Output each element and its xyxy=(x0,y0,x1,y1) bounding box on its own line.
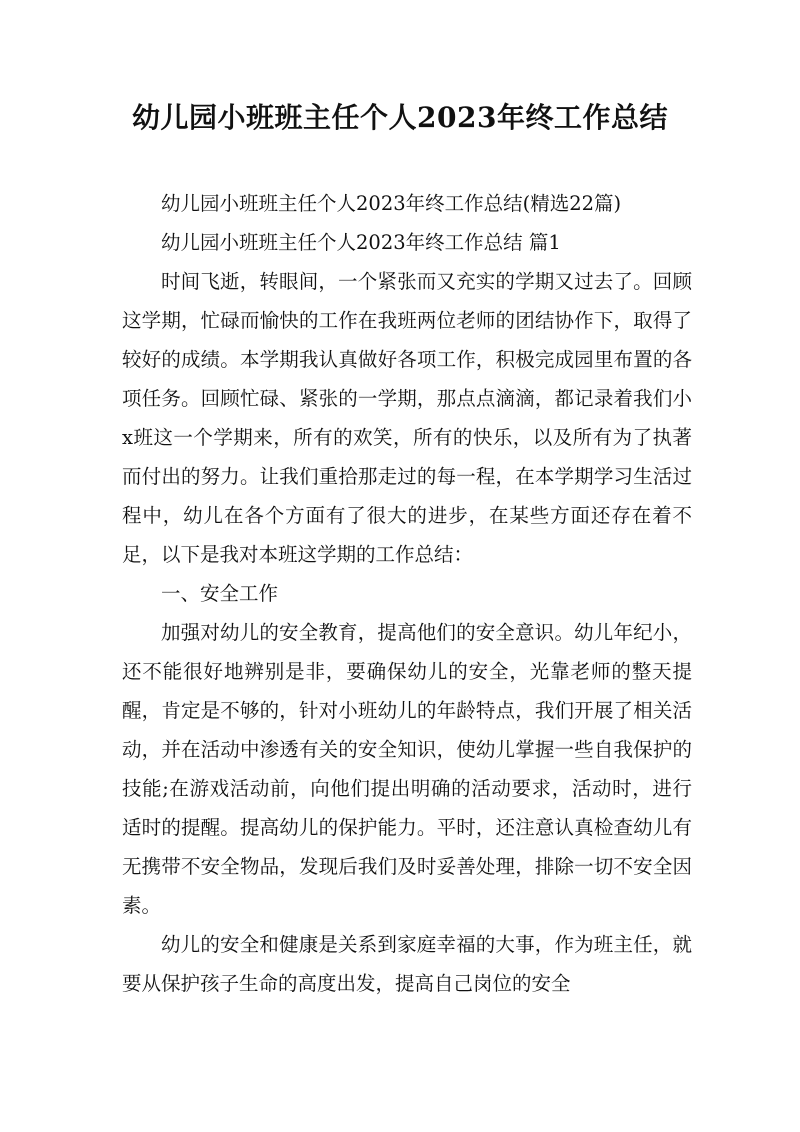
document-title: 幼儿园小班班主任个人2023年终工作总结 xyxy=(132,101,668,134)
article-heading: 幼儿园小班班主任个人2023年终工作总结 篇1 xyxy=(161,231,561,254)
section-heading-safety: 一、安全工作 xyxy=(161,582,279,605)
paragraph-safety-education: 加强对幼儿的安全教育，提高他们的安全意识。幼儿年纪小，还不能很好地辨别是非，要确保幼儿的安全，光靠老师的整天提醒，肯定是不够的，针对小班幼儿的年龄特点，我们开展了相关活动，并在活动中渗透有关的安全知识，使幼儿掌握一些自我保护的技能;在游戏活动前，向他们提出明确的活动要求，活动时，进行适时的提醒。提高幼儿的保护能力。平时，还注意认真检查幼儿有无携带不安全物品，发现后我们及时妥善处理，排除一切不安全因素。 xyxy=(122,621,692,917)
paragraph-intro: 时间飞逝，转眼间，一个紧张而又充实的学期又过去了。回顾这学期，忙碌而愉快的工作在我班两位老师的团结协作下，取得了较好的成绩。本学期我认真做好各项工作，积极完成园里布置的各项任务。回顾忙碌、紧张的一学期，那点点滴滴，都记录着我们小x班这一个学期来，所有的欢笑，所有的快乐，以及所有为了执著而付出的努力。让我们重拾那走过的每一程，在本学期学习生活过程中，幼儿在各个方面有了很大的进步，在某些方面还存在着不足，以下是我对本班这学期的工作总结： xyxy=(122,270,692,566)
document-subtitle: 幼儿园小班班主任个人2023年终工作总结(精选22篇) xyxy=(161,192,622,215)
document-body xyxy=(122,184,692,1003)
paragraph-safety-health: 幼儿的安全和健康是关系到家庭幸福的大事，作为班主任，就要从保护孩子生命的高度出发，提高自己岗位的安全 xyxy=(122,933,692,995)
